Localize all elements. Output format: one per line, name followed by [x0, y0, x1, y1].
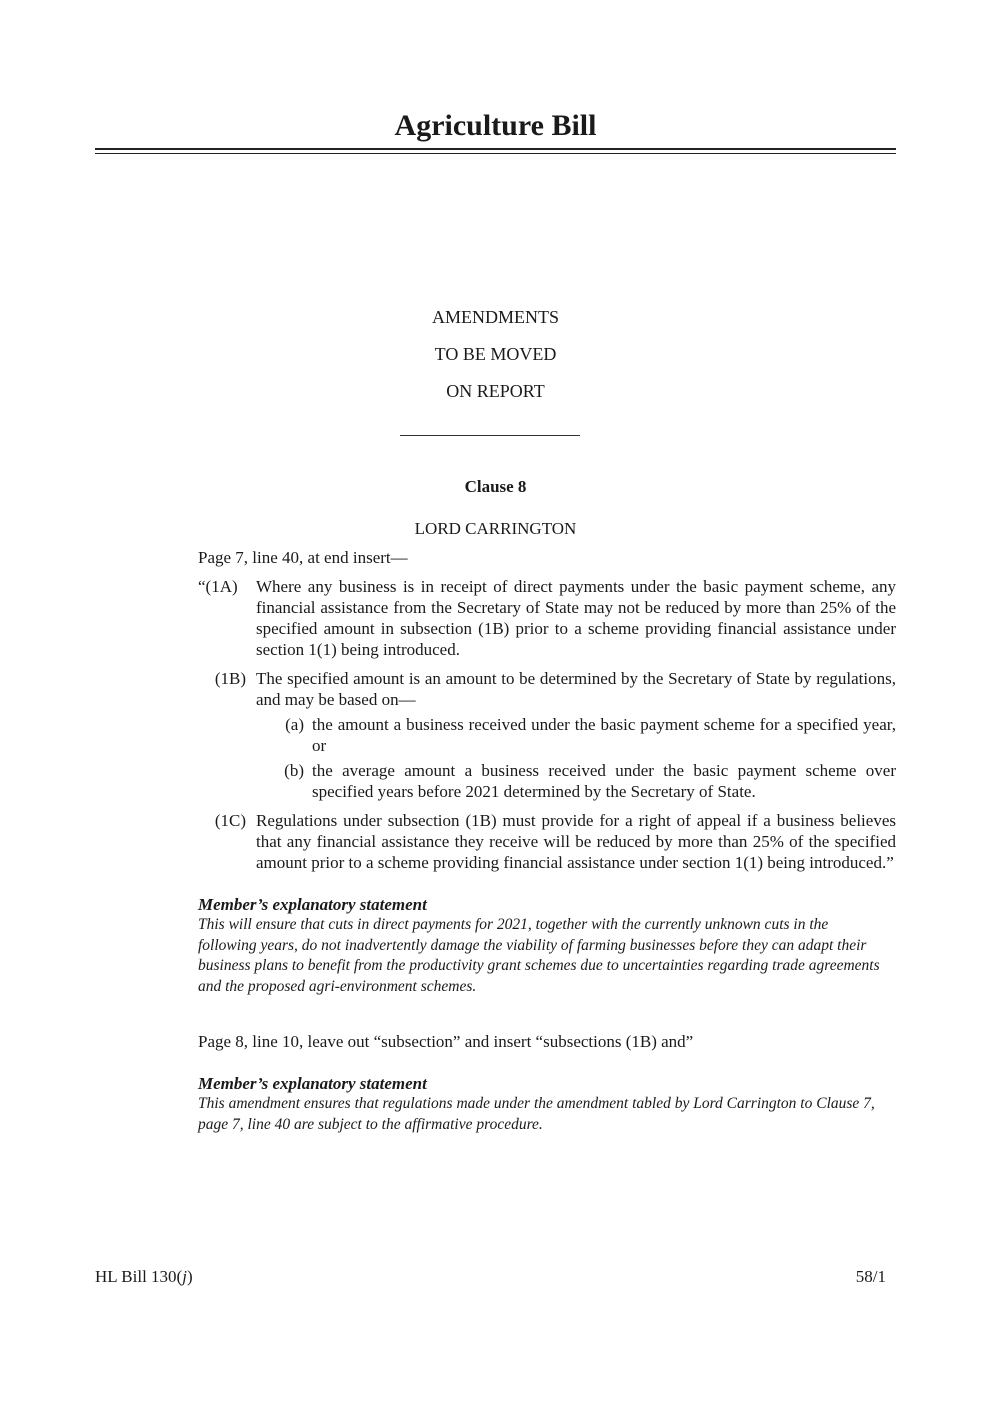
- amendment-2-statement-heading: Member’s explanatory statement: [198, 1074, 427, 1093]
- subsection-1a-text: Where any business is in receipt of direct payments under the basic payment scheme, any financial assistance from the Secretary of State may not be reduced by more than 25% of the specified amount in subsection (1B) prior to a scheme providing financial assistance under section 1(1) being introduced.: [256, 577, 896, 659]
- heading-divider: [400, 435, 580, 436]
- paragraph-a-text: the amount a business received under the basic payment scheme for a specified year, or: [312, 715, 896, 755]
- paragraph-b: [198, 760, 896, 802]
- clause-heading: Clause 8: [464, 477, 527, 496]
- title-rule-thin: [95, 153, 896, 154]
- subsection-1a-number: “(1A): [198, 577, 238, 596]
- heading-amendments: AMENDMENTS: [431, 307, 559, 327]
- title-rule-thick: [95, 148, 896, 150]
- amendments-body: [198, 547, 896, 1135]
- heading-to-be-moved: TO BE MOVED: [434, 344, 557, 364]
- paragraph-a-number: (a): [285, 715, 304, 734]
- amendment-1-statement: This will ensure that cuts in direct payments for 2021, together with the currently unknown cuts in the following years, do not inadvertently damage the viability of farming businesses before they can adapt their business plans to benefit from the productivity grant schemes due to uncertainties regarding trade agreements and the proposed agri-environment schemes.: [198, 916, 880, 995]
- amendment-2-instruction: Page 8, line 10, leave out “subsection” and insert “subsections (1B) and”: [198, 1032, 694, 1051]
- subsection-1b: [198, 668, 896, 710]
- footer-page-reference: 58/1: [855, 1267, 886, 1286]
- footer-bill-reference: [95, 1266, 193, 1287]
- amendment-2-statement: This amendment ensures that regulations made under the amendment tabled by Lord Carrington to Clause 7, page 7, line 40 are subject to the affirmative procedure.: [198, 1095, 875, 1133]
- paragraph-b-number: (b): [284, 761, 304, 780]
- heading-on-report: ON REPORT: [446, 381, 545, 401]
- subsection-1b-text: The specified amount is an amount to be determined by the Secretary of State by regulations, and may be based on—: [256, 669, 896, 709]
- page-title: Agriculture Bill: [394, 109, 597, 142]
- subsection-1a: [198, 576, 896, 660]
- mover-name: LORD CARRINGTON: [414, 519, 577, 538]
- subsection-1c-number: (1C): [214, 811, 246, 830]
- paragraph-a: [198, 714, 896, 756]
- paragraph-b-text: the average amount a business received under the basic payment scheme over specified years before 2021 determined by the Secretary of State.: [312, 761, 896, 801]
- subsection-1c-text: Regulations under subsection (1B) must provide for a right of appeal if a business believes that any financial assistance they receive will be reduced by more than 25% of the specified amount prior to a scheme providing financial assistance under section 1(1) being introduced.”: [256, 811, 896, 872]
- amendment-1-instruction: Page 7, line 40, at end insert—: [198, 548, 408, 567]
- bill-ref-prefix: HL Bill 130(: [95, 1267, 183, 1286]
- subsection-1b-number: (1B): [214, 669, 246, 688]
- amendment-1-statement-heading: Member’s explanatory statement: [198, 895, 427, 914]
- bill-ref-suffix: ): [186, 1267, 193, 1286]
- subsection-1c: [198, 810, 896, 873]
- bill-ref-letter: j: [182, 1267, 187, 1286]
